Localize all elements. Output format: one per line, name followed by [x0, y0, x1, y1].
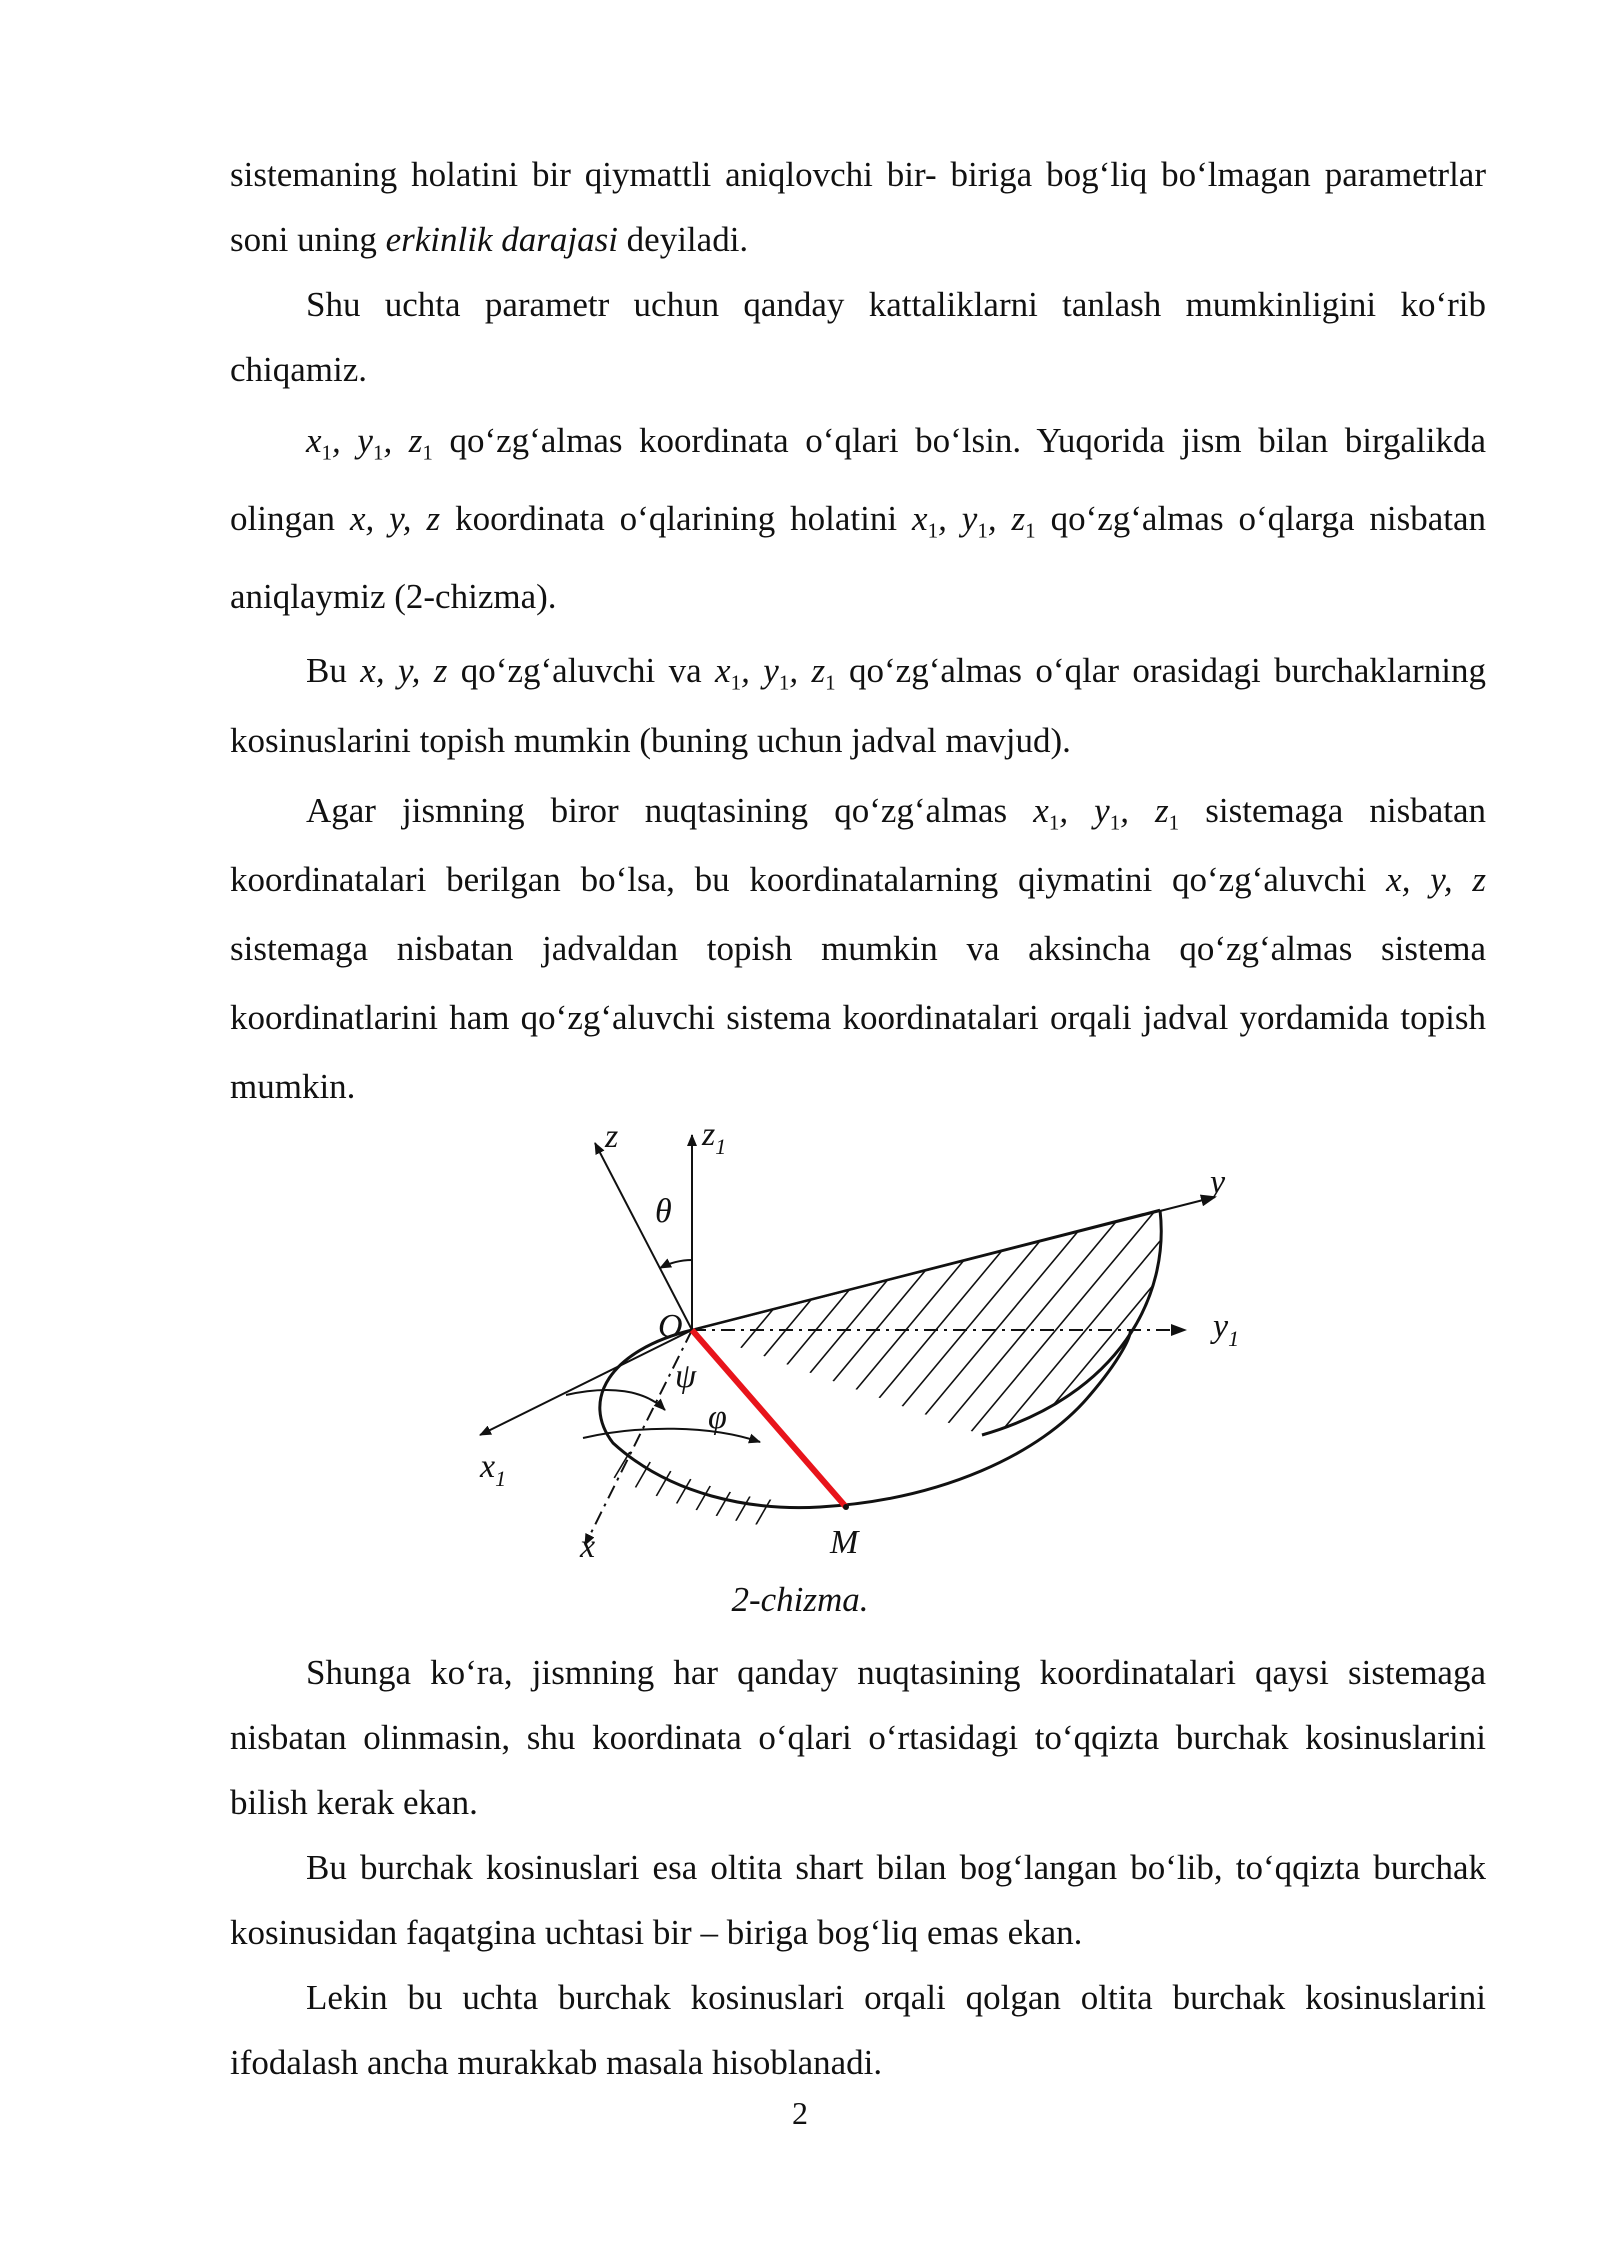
label-origin: O [658, 1308, 683, 1345]
label-phi: φ [708, 1399, 727, 1436]
formula-moving-axes: x, y, z [1386, 860, 1487, 899]
paragraph-6: Shunga ko‘ra, jismning har qanday nuqtasining koordinatalari qaysi sistemaga nisbatan olinmasin, shu koordinata o‘qlari o‘rtasidagi to‘qqizta burchak kosinuslarini bilish kerak ekan. [230, 1653, 1486, 1822]
body-text-top [230, 142, 1486, 1121]
paragraph-4: Bu x, y, z qo‘zg‘aluvchi va $x_1$, $y_1$, $z_1$ qo‘zg‘almas o‘qlar orasidagi burchaklarning kosinuslarini topish mumkin (buning uchun jadval mavjud). [230, 651, 1486, 760]
formula-fixed-axes: $x_1$, $y_1$, $z_1$ [715, 651, 836, 695]
body-right-edge [982, 1210, 1161, 1435]
formula-fixed-axes: $x_1$, $y_1$, $z_1$ [912, 499, 1036, 543]
label-y1: $y_1$ [1213, 1308, 1240, 1351]
label-theta: θ [655, 1193, 672, 1230]
p1-text-c: deyiladi. [617, 220, 749, 259]
paragraph-3: $x_1$, $y_1$, $z_1$ qo‘zg‘almas koordinata o‘qlari bo‘lsin. Yuqorida jism bilan birgalikda olingan x, y, z koordinata o‘qlarining holatini $x_1$, $y_1$, $z_1$ qo‘zg‘almas o‘qlarga nisbatan aniqlaymiz (2-chizma). [230, 421, 1487, 616]
figure-caption: 2-chizma. [731, 1580, 869, 1619]
label-y: y [1210, 1164, 1226, 1201]
axis-x1 [480, 1330, 692, 1435]
label-psi: ψ [675, 1358, 697, 1395]
term-erkinlik-darajasi: erkinlik darajasi [385, 220, 618, 259]
page-number: 2 [792, 2095, 808, 2131]
formula-moving-axes: x, y, z [349, 499, 441, 538]
lower-hatching [610, 1435, 780, 1535]
body-text-bottom [230, 1640, 1486, 2095]
paragraph-5: Agar jismning biror nuqtasining qo‘zg‘almas $x_1$, $y_1$, $z_1$ sistemaga nisbatan koordinatalari berilgan bo‘lsa, bu koordinatalarning qiymatini qo‘zg‘aluvchi x, y, z sistemaga nisbatan jadvaldan topish mumkin va aksincha qo‘zg‘almas sistema koordinatlarini ham qo‘zg‘aluvchi sistema koordinatalari orqali jadval yordamida topish mumkin. [230, 791, 1487, 1106]
label-z1: $z_1$ [702, 1125, 727, 1159]
axis-z [595, 1143, 692, 1330]
paragraph-2: Shu uchta parametr uchun qanday kattaliklarni tanlash mumkinligini ko‘rib chiqamiz. [230, 285, 1486, 389]
label-z: z [605, 1125, 619, 1155]
formula-fixed-axes: $x_1$, $y_1$, $z_1$ [1033, 791, 1180, 835]
label-x1: $x_1$ [480, 1448, 507, 1491]
psi-arc [566, 1390, 665, 1410]
label-M: M [830, 1524, 859, 1561]
axis-y [692, 1197, 1215, 1330]
paragraph-7: Bu burchak kosinuslari esa oltita shart bilan bog‘langan bo‘lib, to‘qqizta burchak kosinusidan faqatgina uchtasi bir – biriga bog‘liq emas ekan. [230, 1848, 1486, 1952]
point-M [843, 1504, 849, 1510]
paragraph-8: Lekin bu uchta burchak kosinuslari orqali qolgan oltita burchak kosinuslarini ifodalash ancha murakkab masala hisoblanadi. [230, 1978, 1486, 2082]
p1-text-a: sistemaning holatini bir qiymattli aniqlovchi bir- biriga bog‘liq bo‘lmagan parametrlar soni uning [230, 155, 1486, 259]
paragraph-1 [230, 142, 1486, 272]
theta-arc [660, 1260, 692, 1268]
figure-2-chizma [470, 1125, 1260, 1575]
formula-moving-axes: x, y, z [360, 651, 448, 690]
label-x: x [580, 1528, 596, 1565]
formula-fixed-axes: $x_1$, $y_1$, $z_1$ [306, 421, 433, 465]
